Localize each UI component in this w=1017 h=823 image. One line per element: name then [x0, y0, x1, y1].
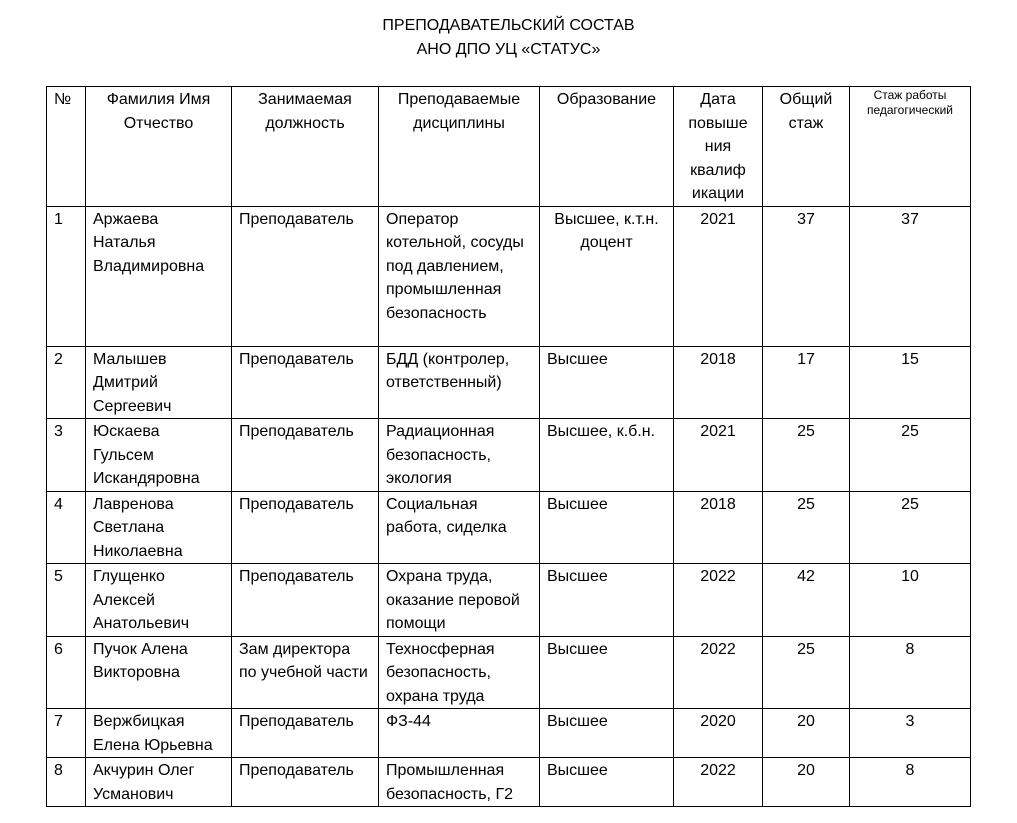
cell-teach-exp: 10	[850, 564, 971, 637]
cell-name: Лавренова Светлана Николаевна	[86, 491, 232, 564]
cell-name: Глущенко Алексей Анатольевич	[86, 564, 232, 637]
cell-education: Высшее, к.т.н. доцент	[540, 206, 674, 346]
cell-name: Акчурин Олег Усманович	[86, 758, 232, 807]
cell-teach-exp: 25	[850, 419, 971, 492]
cell-position: Преподаватель	[232, 758, 379, 807]
cell-total-exp: 25	[763, 636, 850, 709]
table-row	[47, 419, 971, 492]
cell-education: Высшее	[540, 564, 674, 637]
header-name: Фамилия Имя Отчество	[86, 87, 232, 207]
cell-subjects: Техносферная безопасность, охрана труда	[379, 636, 540, 709]
cell-name: Вержбицкая Елена Юрьевна	[86, 709, 232, 758]
cell-name: Пучок Алена Викторовна	[86, 636, 232, 709]
table-row	[47, 491, 971, 564]
cell-qual-date: 2021	[674, 206, 763, 346]
cell-qual-date: 2022	[674, 636, 763, 709]
cell-qual-date: 2022	[674, 758, 763, 807]
cell-total-exp: 25	[763, 419, 850, 492]
cell-qual-date: 2020	[674, 709, 763, 758]
cell-num: 1	[47, 206, 86, 346]
table-row	[47, 709, 971, 758]
cell-name: Юскаева Гульсем Искандяровна	[86, 419, 232, 492]
cell-position: Преподаватель	[232, 346, 379, 419]
header-total-exp: Общий стаж	[763, 87, 850, 207]
table-header-row	[47, 87, 971, 207]
cell-subjects: ФЗ-44	[379, 709, 540, 758]
cell-position: Зам директора по учебной части	[232, 636, 379, 709]
header-education: Образование	[540, 87, 674, 207]
cell-subjects: Охрана труда, оказание перовой помощи	[379, 564, 540, 637]
cell-qual-date: 2018	[674, 346, 763, 419]
cell-num: 3	[47, 419, 86, 492]
cell-total-exp: 20	[763, 709, 850, 758]
cell-position: Преподаватель	[232, 419, 379, 492]
cell-education: Высшее	[540, 491, 674, 564]
cell-teach-exp: 37	[850, 206, 971, 346]
table-row	[47, 758, 971, 807]
cell-subjects: БДД (контролер, ответственный)	[379, 346, 540, 419]
cell-total-exp: 37	[763, 206, 850, 346]
cell-teach-exp: 8	[850, 758, 971, 807]
cell-position: Преподаватель	[232, 564, 379, 637]
cell-num: 7	[47, 709, 86, 758]
cell-position: Преподаватель	[232, 491, 379, 564]
header-num: №	[47, 87, 86, 207]
cell-subjects: Промышленная безопасность, Г2	[379, 758, 540, 807]
cell-name: Аржаева Наталья Владимировна	[86, 206, 232, 346]
cell-subjects: Социальная работа, сиделка	[379, 491, 540, 564]
cell-education: Высшее	[540, 346, 674, 419]
header-qual-date: Дата повыше ния квалиф икации	[674, 87, 763, 207]
cell-num: 6	[47, 636, 86, 709]
staff-table	[46, 86, 971, 807]
cell-position: Преподаватель	[232, 206, 379, 346]
cell-teach-exp: 3	[850, 709, 971, 758]
cell-name: Малышев Дмитрий Сергеевич	[86, 346, 232, 419]
table-row	[47, 564, 971, 637]
cell-position: Преподаватель	[232, 709, 379, 758]
cell-qual-date: 2022	[674, 564, 763, 637]
cell-num: 5	[47, 564, 86, 637]
cell-education: Высшее	[540, 709, 674, 758]
cell-total-exp: 42	[763, 564, 850, 637]
cell-subjects: Радиационная безопасность, экология	[379, 419, 540, 492]
cell-total-exp: 17	[763, 346, 850, 419]
cell-total-exp: 25	[763, 491, 850, 564]
table-row	[47, 636, 971, 709]
header-subjects: Преподаваемые дисциплины	[379, 87, 540, 207]
document-subtitle: АНО ДПО УЦ «СТАТУС»	[416, 41, 601, 58]
cell-teach-exp: 15	[850, 346, 971, 419]
document-title: ПРЕПОДАВАТЕЛЬСКИЙ СОСТАВ	[382, 17, 635, 34]
table-row	[47, 346, 971, 419]
cell-num: 8	[47, 758, 86, 807]
cell-subjects: Оператор котельной, сосуды под давлением, промышленная безопасность	[379, 206, 540, 346]
cell-education: Высшее	[540, 636, 674, 709]
cell-qual-date: 2018	[674, 491, 763, 564]
header-position: Занимаемая должность	[232, 87, 379, 207]
cell-num: 4	[47, 491, 86, 564]
cell-total-exp: 20	[763, 758, 850, 807]
cell-education: Высшее, к.б.н.	[540, 419, 674, 492]
cell-teach-exp: 8	[850, 636, 971, 709]
cell-education: Высшее	[540, 758, 674, 807]
header-teach-exp: Стаж работы педагогический	[850, 87, 971, 207]
cell-num: 2	[47, 346, 86, 419]
cell-qual-date: 2021	[674, 419, 763, 492]
table-row	[47, 206, 971, 346]
cell-teach-exp: 25	[850, 491, 971, 564]
